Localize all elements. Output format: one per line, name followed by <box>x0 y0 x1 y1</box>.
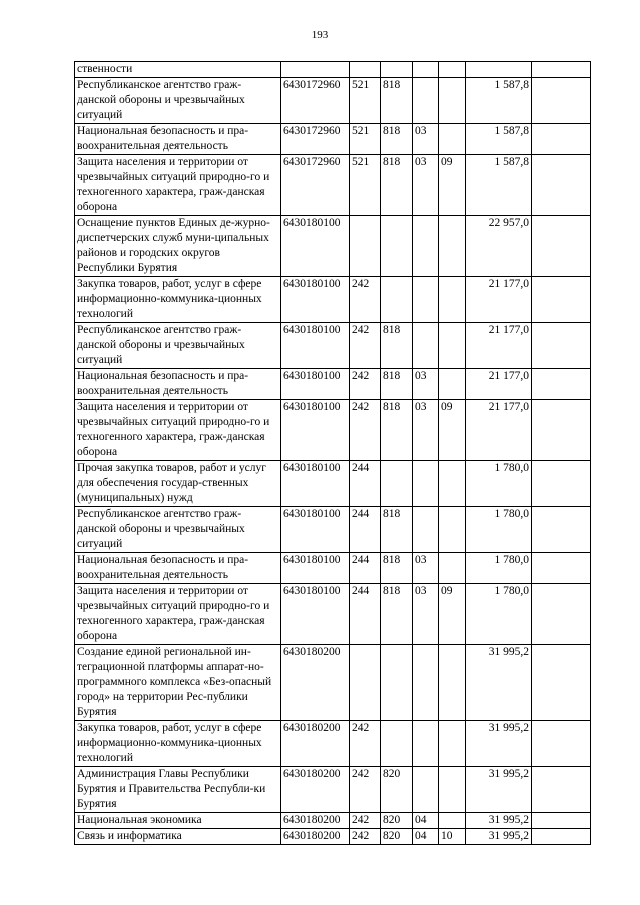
table-row <box>75 124 591 155</box>
budget-manager-cell: 820 <box>381 829 413 845</box>
section-cell <box>413 645 439 721</box>
section-cell <box>413 216 439 277</box>
table-row <box>75 155 591 216</box>
expense-type-cell: 244 <box>350 507 381 553</box>
budget-manager-cell: 818 <box>381 323 413 369</box>
expense-type-cell: 521 <box>350 78 381 124</box>
empty-extra-cell <box>532 62 591 78</box>
empty-extra-cell <box>532 645 591 721</box>
amount-cell: 31 995,2 <box>466 645 532 721</box>
expense-type-cell: 242 <box>350 767 381 813</box>
amount-cell: 31 995,2 <box>466 813 532 829</box>
budget-manager-cell: 818 <box>381 78 413 124</box>
subsection-cell: 09 <box>439 155 466 216</box>
section-cell: 03 <box>413 155 439 216</box>
amount-cell: 21 177,0 <box>466 323 532 369</box>
section-cell <box>413 721 439 767</box>
row-name-cell: Национальная безопасность и пра-воохранительная деятельность <box>75 553 281 584</box>
empty-extra-cell <box>532 813 591 829</box>
section-cell <box>413 62 439 78</box>
table-row <box>75 277 591 323</box>
subsection-cell <box>439 323 466 369</box>
amount-cell: 1 780,0 <box>466 584 532 645</box>
row-name-cell: Национальная экономика <box>75 813 281 829</box>
row-name-cell: Республиканское агентство граж-данской обороны и чрезвычайных ситуаций <box>75 323 281 369</box>
empty-extra-cell <box>532 400 591 461</box>
subsection-cell <box>439 553 466 584</box>
expense-type-cell: 242 <box>350 813 381 829</box>
subsection-cell <box>439 277 466 323</box>
empty-extra-cell <box>532 767 591 813</box>
amount-cell: 21 177,0 <box>466 277 532 323</box>
table-row <box>75 461 591 507</box>
subsection-cell <box>439 461 466 507</box>
section-cell: 03 <box>413 584 439 645</box>
section-cell <box>413 323 439 369</box>
empty-extra-cell <box>532 216 591 277</box>
expense-type-cell: 244 <box>350 584 381 645</box>
subsection-cell <box>439 369 466 400</box>
expense-type-cell: 242 <box>350 400 381 461</box>
section-cell: 04 <box>413 813 439 829</box>
amount-cell <box>466 62 532 78</box>
expense-type-cell <box>350 645 381 721</box>
expense-type-cell: 242 <box>350 369 381 400</box>
row-name-cell: ственности <box>75 62 281 78</box>
table-row <box>75 323 591 369</box>
target-article-cell: 6430180100 <box>281 277 350 323</box>
empty-extra-cell <box>532 78 591 124</box>
table-row <box>75 369 591 400</box>
table-row <box>75 216 591 277</box>
row-name-cell: Защита населения и территории от чрезвычайных ситуаций природно-го и техногенного характера, граж-данская оборона <box>75 400 281 461</box>
empty-extra-cell <box>532 507 591 553</box>
row-name-cell: Защита населения и территории от чрезвычайных ситуаций природно-го и техногенного характера, граж-данская оборона <box>75 584 281 645</box>
amount-cell: 1 587,8 <box>466 155 532 216</box>
row-name-cell: Администрация Главы Республики Бурятия и Правительства Республи-ки Бурятия <box>75 767 281 813</box>
subsection-cell <box>439 78 466 124</box>
subsection-cell <box>439 124 466 155</box>
row-name-cell: Закупка товаров, работ, услуг в сфере информационно-коммуника-ционных технологий <box>75 721 281 767</box>
section-cell <box>413 461 439 507</box>
empty-extra-cell <box>532 124 591 155</box>
section-cell: 03 <box>413 369 439 400</box>
subsection-cell <box>439 767 466 813</box>
subsection-cell: 09 <box>439 584 466 645</box>
subsection-cell <box>439 721 466 767</box>
amount-cell: 31 995,2 <box>466 721 532 767</box>
budget-manager-cell: 818 <box>381 553 413 584</box>
budget-manager-cell <box>381 277 413 323</box>
section-cell: 03 <box>413 553 439 584</box>
amount-cell: 31 995,2 <box>466 767 532 813</box>
target-article-cell: 6430180200 <box>281 813 350 829</box>
section-cell: 03 <box>413 124 439 155</box>
expense-type-cell: 242 <box>350 277 381 323</box>
table-row <box>75 721 591 767</box>
empty-extra-cell <box>532 553 591 584</box>
target-article-cell <box>281 62 350 78</box>
budget-manager-cell: 818 <box>381 584 413 645</box>
target-article-cell: 6430180100 <box>281 507 350 553</box>
subsection-cell <box>439 62 466 78</box>
empty-extra-cell <box>532 277 591 323</box>
row-name-cell: Республиканское агентство граж-данской обороны и чрезвычайных ситуаций <box>75 507 281 553</box>
expense-type-cell <box>350 216 381 277</box>
target-article-cell: 6430180100 <box>281 400 350 461</box>
budget-table <box>74 61 591 845</box>
subsection-cell: 10 <box>439 829 466 845</box>
row-name-cell: Национальная безопасность и пра-воохранительная деятельность <box>75 124 281 155</box>
budget-manager-cell <box>381 216 413 277</box>
subsection-cell <box>439 216 466 277</box>
table-row <box>75 767 591 813</box>
budget-manager-cell: 820 <box>381 767 413 813</box>
target-article-cell: 6430180100 <box>281 323 350 369</box>
expense-type-cell: 244 <box>350 461 381 507</box>
budget-manager-cell: 818 <box>381 400 413 461</box>
table-row <box>75 584 591 645</box>
row-name-cell: Связь и информатика <box>75 829 281 845</box>
subsection-cell <box>439 507 466 553</box>
expense-type-cell: 242 <box>350 829 381 845</box>
table-row <box>75 507 591 553</box>
empty-extra-cell <box>532 721 591 767</box>
amount-cell: 21 177,0 <box>466 400 532 461</box>
amount-cell: 1 780,0 <box>466 553 532 584</box>
row-name-cell: Прочая закупка товаров, работ и услуг для обеспечения государ-ственных (муниципальных) нужд <box>75 461 281 507</box>
budget-manager-cell <box>381 62 413 78</box>
amount-cell: 1 780,0 <box>466 507 532 553</box>
target-article-cell: 6430180100 <box>281 216 350 277</box>
budget-manager-cell: 818 <box>381 155 413 216</box>
budget-manager-cell: 818 <box>381 124 413 155</box>
row-name-cell: Республиканское агентство граж-данской обороны и чрезвычайных ситуаций <box>75 78 281 124</box>
section-cell: 04 <box>413 829 439 845</box>
table-row <box>75 400 591 461</box>
target-article-cell: 6430180200 <box>281 767 350 813</box>
target-article-cell: 6430180200 <box>281 645 350 721</box>
budget-manager-cell: 820 <box>381 813 413 829</box>
target-article-cell: 6430180100 <box>281 553 350 584</box>
page-number: 193 <box>311 29 329 41</box>
budget-manager-cell: 818 <box>381 507 413 553</box>
subsection-cell <box>439 813 466 829</box>
section-cell <box>413 507 439 553</box>
amount-cell: 1 587,8 <box>466 78 532 124</box>
target-article-cell: 6430172960 <box>281 78 350 124</box>
table-row <box>75 813 591 829</box>
budget-manager-cell <box>381 645 413 721</box>
row-name-cell: Закупка товаров, работ, услуг в сфере информационно-коммуника-ционных технологий <box>75 277 281 323</box>
row-name-cell: Оснащение пунктов Единых де-журно-диспетчерских служб муни-ципальных районов и городских округов Республики Бурятия <box>75 216 281 277</box>
empty-extra-cell <box>532 829 591 845</box>
section-cell <box>413 767 439 813</box>
section-cell <box>413 277 439 323</box>
expense-type-cell: 521 <box>350 124 381 155</box>
table-row <box>75 62 591 78</box>
amount-cell: 1 780,0 <box>466 461 532 507</box>
row-name-cell: Национальная безопасность и пра-воохранительная деятельность <box>75 369 281 400</box>
target-article-cell: 6430180100 <box>281 461 350 507</box>
subsection-cell <box>439 645 466 721</box>
target-article-cell: 6430172960 <box>281 155 350 216</box>
budget-manager-cell: 818 <box>381 369 413 400</box>
budget-manager-cell <box>381 721 413 767</box>
empty-extra-cell <box>532 461 591 507</box>
expense-type-cell <box>350 62 381 78</box>
empty-extra-cell <box>532 155 591 216</box>
target-article-cell: 6430180100 <box>281 369 350 400</box>
section-cell <box>413 78 439 124</box>
amount-cell: 31 995,2 <box>466 829 532 845</box>
section-cell: 03 <box>413 400 439 461</box>
expense-type-cell: 242 <box>350 721 381 767</box>
expense-type-cell: 244 <box>350 553 381 584</box>
empty-extra-cell <box>532 584 591 645</box>
budget-manager-cell <box>381 461 413 507</box>
target-article-cell: 6430180200 <box>281 829 350 845</box>
table-row <box>75 553 591 584</box>
subsection-cell: 09 <box>439 400 466 461</box>
expense-type-cell: 242 <box>350 323 381 369</box>
target-article-cell: 6430180200 <box>281 721 350 767</box>
table-row <box>75 645 591 721</box>
empty-extra-cell <box>532 323 591 369</box>
target-article-cell: 6430172960 <box>281 124 350 155</box>
amount-cell: 22 957,0 <box>466 216 532 277</box>
table-row <box>75 78 591 124</box>
empty-extra-cell <box>532 369 591 400</box>
amount-cell: 1 587,8 <box>466 124 532 155</box>
table-row <box>75 829 591 845</box>
row-name-cell: Защита населения и территории от чрезвычайных ситуаций природно-го и техногенного характера, граж-данская оборона <box>75 155 281 216</box>
target-article-cell: 6430180100 <box>281 584 350 645</box>
budget-table-body <box>75 62 591 845</box>
row-name-cell: Создание единой региональной ин-теграционной платформы аппарат-но-программного комплекса «Без-опасный город» на территории Рес-публики Бурятия <box>75 645 281 721</box>
expense-type-cell: 521 <box>350 155 381 216</box>
amount-cell: 21 177,0 <box>466 369 532 400</box>
